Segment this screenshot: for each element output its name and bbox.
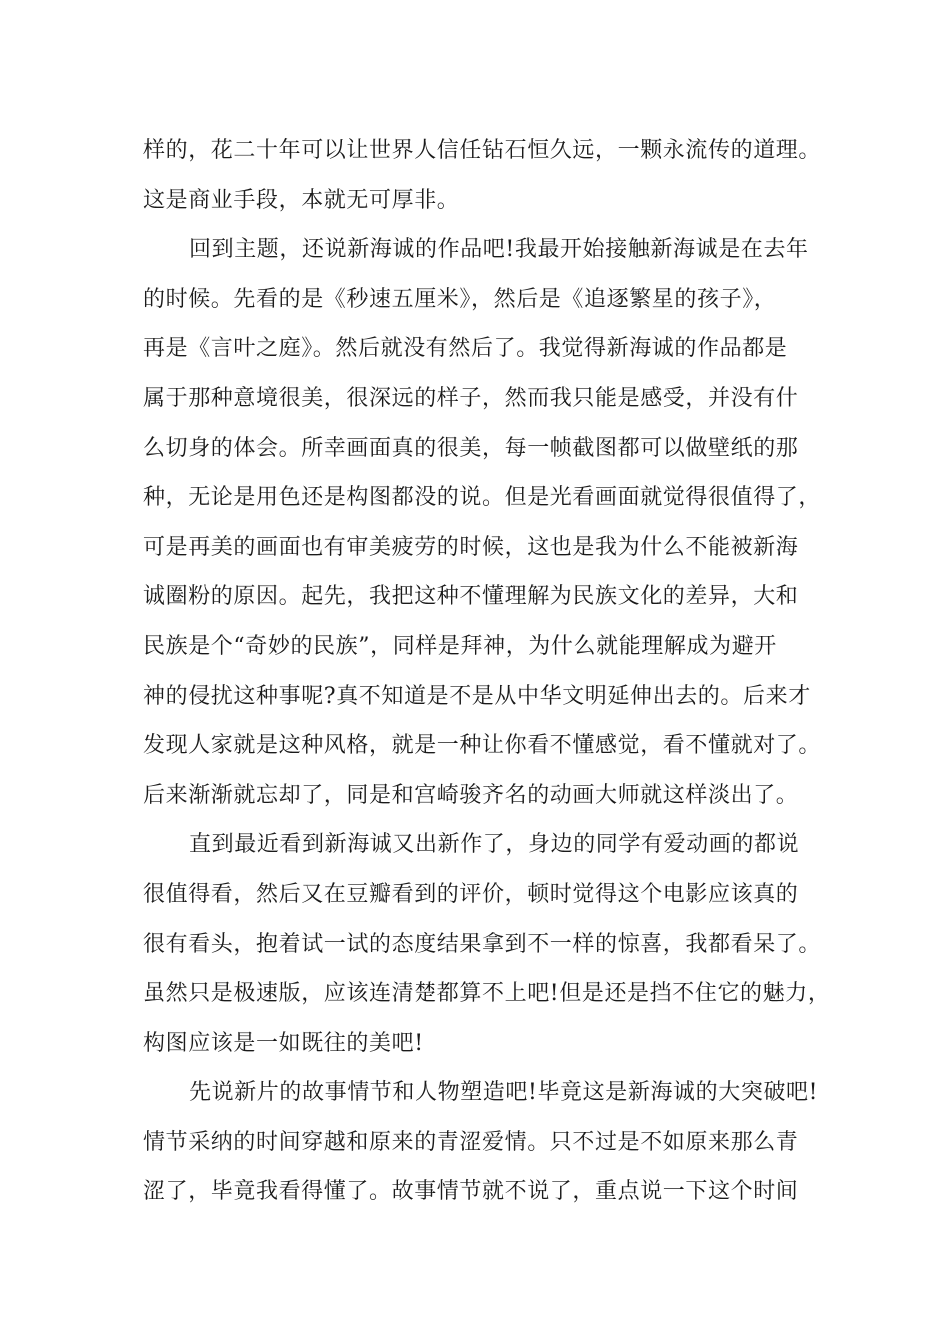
text-line: 民族是个“奇妙的民族”，同样是拜神，为什么就能理解成为避开 [143,633,777,659]
text-line: 样的，花二十年可以让世界人信任钻石恒久远，一颗永流传的道理。 [143,138,822,163]
text-line: 涩了，毕竟我看得懂了。故事情节就不说了，重点说一下这个时间 [143,1179,799,1205]
text-line: 直到最近看到新海诚又出新作了，身边的同学有爱动画的都说 [189,832,800,858]
text-line: 么切身的体会。所幸画面真的很美，每一帧截图都可以做壁纸的那 [143,435,799,461]
text-line: 很有看头，抱着试一试的态度结果拿到不一样的惊喜，我都看呆了。 [143,931,822,957]
text-line: 发现人家就是这种风格，就是一种让你看不懂感觉，看不懂就对了。 [143,733,822,759]
text-line: 很值得看，然后又在豆瓣看到的评价，顿时觉得这个电影应该真的 [143,881,799,907]
text-line: 这是商业手段，本就无可厚非。 [143,187,460,213]
text-line: 属于那种意境很美，很深远的样子，然而我只能是感受，并没有什 [143,385,799,411]
text-line: 虽然只是极速版，应该连清楚都算不上吧!但是还是挡不住它的魅力， [143,981,831,1007]
text-line: 再是《言叶之庭》。然后就没有然后了。我觉得新海诚的作品都是 [143,336,788,362]
text-line: 情节采纳的时间穿越和原来的青涩爱情。只不过是不如原来那么青 [143,1129,799,1155]
text-line: 回到主题，还说新海诚的作品吧!我最开始接触新海诚是在去年 [189,237,809,263]
text-line: 可是再美的画面也有审美疲劳的时候，这也是我为什么不能被新海 [143,534,799,560]
text-line: 构图应该是一如既往的美吧! [143,1030,424,1056]
text-line: 后来渐渐就忘却了，同是和宫崎骏齐名的动画大师就这样淡出了。 [143,782,799,808]
body-text [143,126,831,1217]
text-line: 种，无论是用色还是构图都没的说。但是光看画面就觉得很值得了， [143,485,822,511]
text-line: 神的侵扰这种事呢?真不知道是不是从中华文明延伸出去的。后来才 [143,683,811,709]
text-line: 先说新片的故事情节和人物塑造吧!毕竟这是新海诚的大突破吧! [189,1080,819,1106]
text-line: 的时候。先看的是《秒速五厘米》，然后是《追逐繁星的孩子》， [143,286,777,312]
text-line: 诚圈粉的原因。起先，我把这种不懂理解为民族文化的差异，大和 [143,584,799,610]
